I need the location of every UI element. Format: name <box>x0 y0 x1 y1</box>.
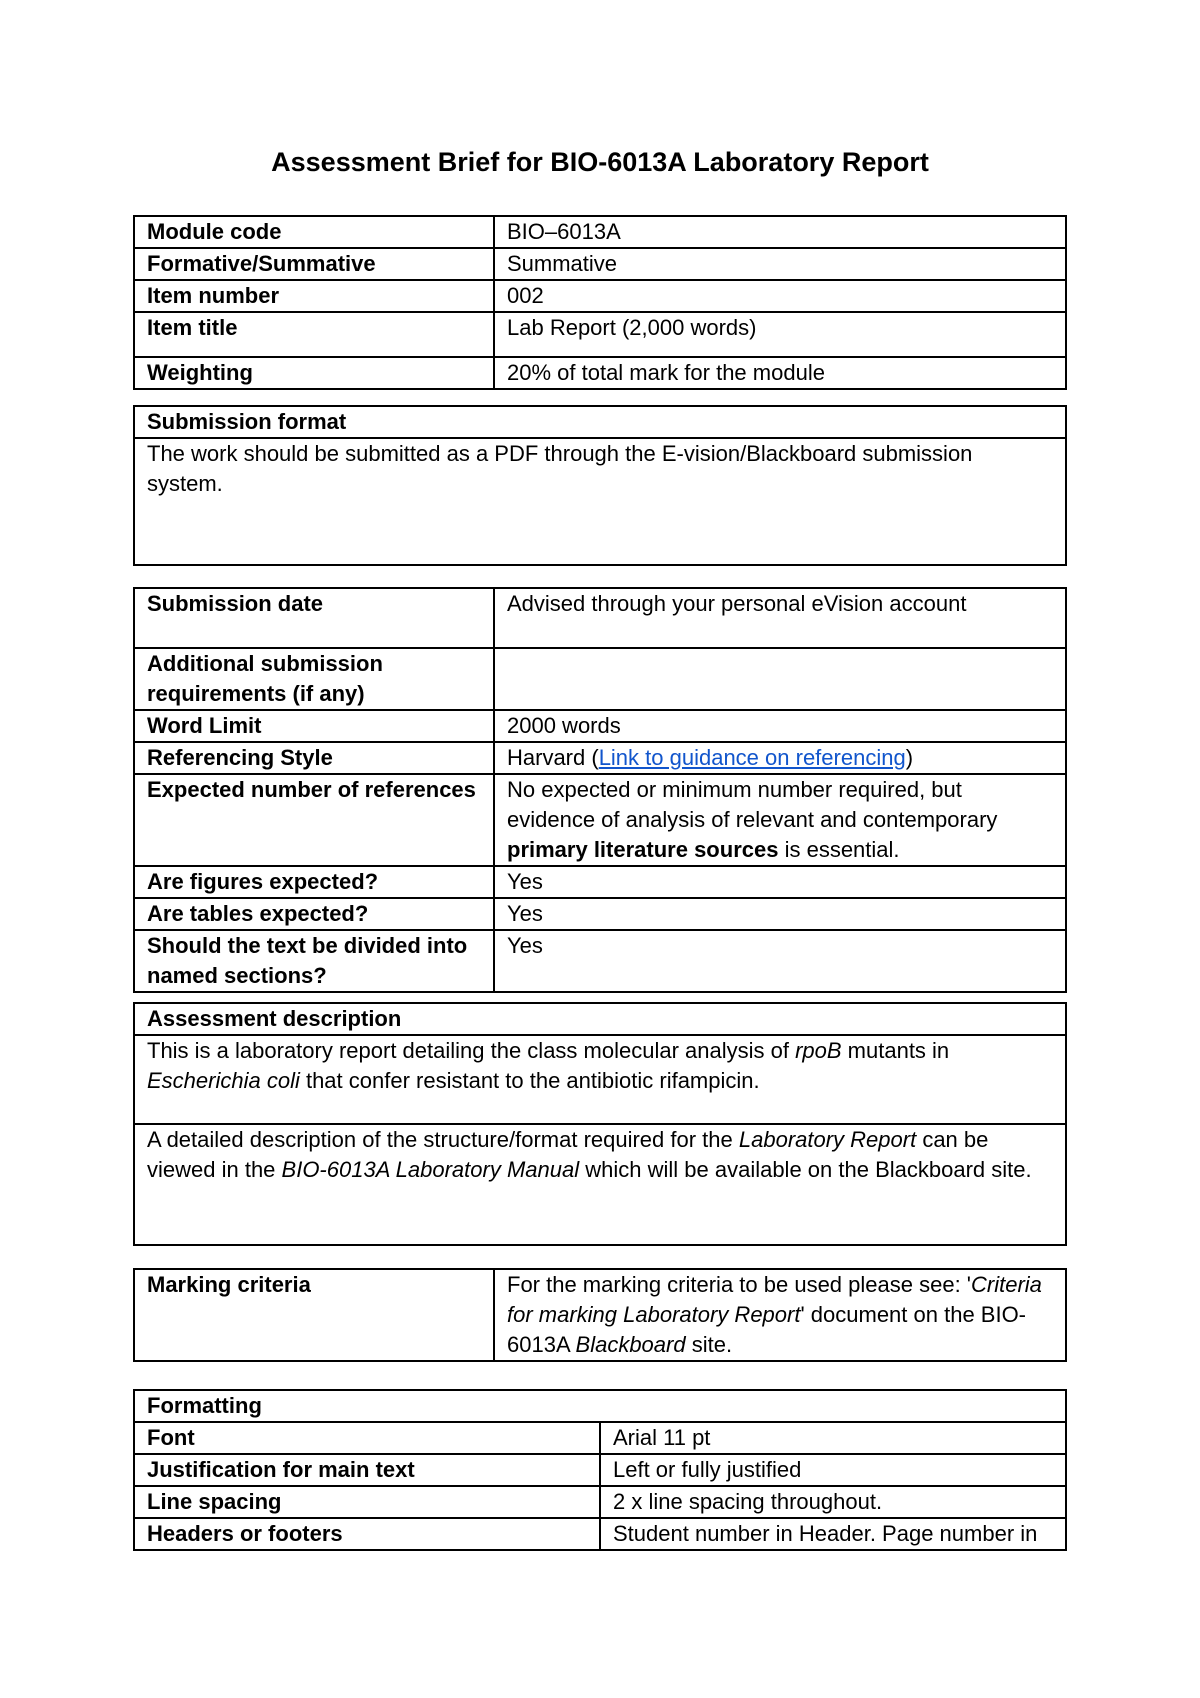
expected-refs-bold: primary literature sources <box>507 837 779 862</box>
text-span: rpoB <box>795 1038 842 1063</box>
table-row <box>134 1486 1066 1518</box>
formatting-table <box>133 1389 1067 1551</box>
weighting-label: Weighting <box>134 357 494 389</box>
text-span: mutants in <box>841 1038 950 1063</box>
assessment-description-paragraph-1 <box>134 1035 1066 1124</box>
table-row <box>134 930 1066 992</box>
expected-references-label: Expected number of references <box>134 774 494 866</box>
referencing-style-value <box>494 742 1066 774</box>
item-title-label: Item title <box>134 312 494 357</box>
table-row <box>134 357 1066 389</box>
headers-footers-label: Headers or footers <box>134 1518 600 1550</box>
line-spacing-value: 2 x line spacing throughout. <box>600 1486 1066 1518</box>
text-span: A detailed description of the structure/format required for the <box>147 1127 739 1152</box>
text-span: site. <box>685 1332 733 1357</box>
item-number-label: Item number <box>134 280 494 312</box>
assessment-description-table <box>133 1002 1067 1246</box>
text-span: BIO-6013A Laboratory Manual <box>281 1157 580 1182</box>
table-row <box>134 898 1066 930</box>
formative-summative-value: Summative <box>494 248 1066 280</box>
assessment-description-paragraph-2 <box>134 1124 1066 1245</box>
table-row <box>134 312 1066 357</box>
table-row <box>134 1454 1066 1486</box>
table-row <box>134 648 1066 710</box>
table-row <box>134 1124 1066 1245</box>
font-value: Arial 11 pt <box>600 1422 1066 1454</box>
referencing-style-label: Referencing Style <box>134 742 494 774</box>
assessment-description-heading: Assessment description <box>134 1003 1066 1035</box>
table-row <box>134 742 1066 774</box>
text-span: Escherichia coli <box>147 1068 300 1093</box>
table-row <box>134 406 1066 438</box>
table-row <box>134 1269 1066 1361</box>
module-info-table <box>133 215 1067 390</box>
text-span: Criteria for marking Laboratory Report <box>507 1272 1042 1327</box>
module-code-label: Module code <box>134 216 494 248</box>
submission-details-table <box>133 587 1067 993</box>
formative-summative-label: Formative/Summative <box>134 248 494 280</box>
table-row <box>134 1518 1066 1550</box>
table-row <box>134 866 1066 898</box>
table-row <box>134 774 1066 866</box>
ref-style-prefix: Harvard ( <box>507 745 599 770</box>
text-span: can be viewed in the <box>147 1127 989 1182</box>
ref-style-suffix: ) <box>905 745 914 770</box>
figures-expected-value: Yes <box>494 866 1066 898</box>
line-spacing-label: Line spacing <box>134 1486 600 1518</box>
table-row <box>134 1035 1066 1124</box>
table-row <box>134 1390 1066 1422</box>
marking-criteria-label: Marking criteria <box>134 1269 494 1361</box>
table-row <box>134 216 1066 248</box>
tables-expected-value: Yes <box>494 898 1066 930</box>
additional-requirements-value <box>494 648 1066 710</box>
text-span: ' document on the BIO-6013A <box>507 1302 1027 1357</box>
expected-references-value <box>494 774 1066 866</box>
table-row <box>134 1422 1066 1454</box>
table-row <box>134 588 1066 648</box>
submission-format-table <box>133 405 1067 566</box>
text-span: Laboratory Report <box>738 1127 917 1152</box>
additional-requirements-label: Additional submission requirements (if any) <box>134 648 494 710</box>
table-row <box>134 710 1066 742</box>
table-row <box>134 280 1066 312</box>
text-span: which will be available on the Blackboard site. <box>579 1157 1032 1182</box>
text-span: Blackboard <box>575 1332 686 1357</box>
font-label: Font <box>134 1422 600 1454</box>
named-sections-label: Should the text be divided into named sections? <box>134 930 494 992</box>
text-span: This is a laboratory report detailing the class molecular analysis of <box>147 1038 796 1063</box>
formatting-heading: Formatting <box>134 1390 1066 1422</box>
expected-refs-text-1: No expected or minimum number required, but evidence of analysis of relevant and contemporary <box>507 777 998 832</box>
marking-criteria-table <box>133 1268 1067 1362</box>
expected-refs-text-2: is essential. <box>778 837 900 862</box>
submission-date-value: Advised through your personal eVision account <box>494 588 1066 648</box>
word-limit-label: Word Limit <box>134 710 494 742</box>
table-row <box>134 1003 1066 1035</box>
submission-format-text: The work should be submitted as a PDF through the E-vision/Blackboard submission system. <box>134 438 1066 565</box>
submission-date-label: Submission date <box>134 588 494 648</box>
figures-expected-label: Are figures expected? <box>134 866 494 898</box>
table-row <box>134 438 1066 565</box>
weighting-value: 20% of total mark for the module <box>494 357 1066 389</box>
justification-value: Left or fully justified <box>600 1454 1066 1486</box>
page-title: Assessment Brief for BIO-6013A Laboratory Report <box>271 147 929 177</box>
tables-expected-label: Are tables expected? <box>134 898 494 930</box>
headers-footers-value: Student number in Header. Page number in <box>600 1518 1066 1550</box>
named-sections-value: Yes <box>494 930 1066 992</box>
text-span: For the marking criteria to be used please see: ' <box>507 1272 971 1297</box>
justification-label: Justification for main text <box>134 1454 600 1486</box>
submission-format-heading: Submission format <box>134 406 1066 438</box>
module-code-value: BIO–6013A <box>494 216 1066 248</box>
item-title-value: Lab Report (2,000 words) <box>494 312 1066 357</box>
item-number-value: 002 <box>494 280 1066 312</box>
word-limit-value: 2000 words <box>494 710 1066 742</box>
marking-criteria-value <box>494 1269 1066 1361</box>
table-row <box>134 248 1066 280</box>
text-span: that confer resistant to the antibiotic rifampicin. <box>299 1068 760 1093</box>
referencing-guidance-link[interactable]: Link to guidance on referencing <box>598 745 906 770</box>
